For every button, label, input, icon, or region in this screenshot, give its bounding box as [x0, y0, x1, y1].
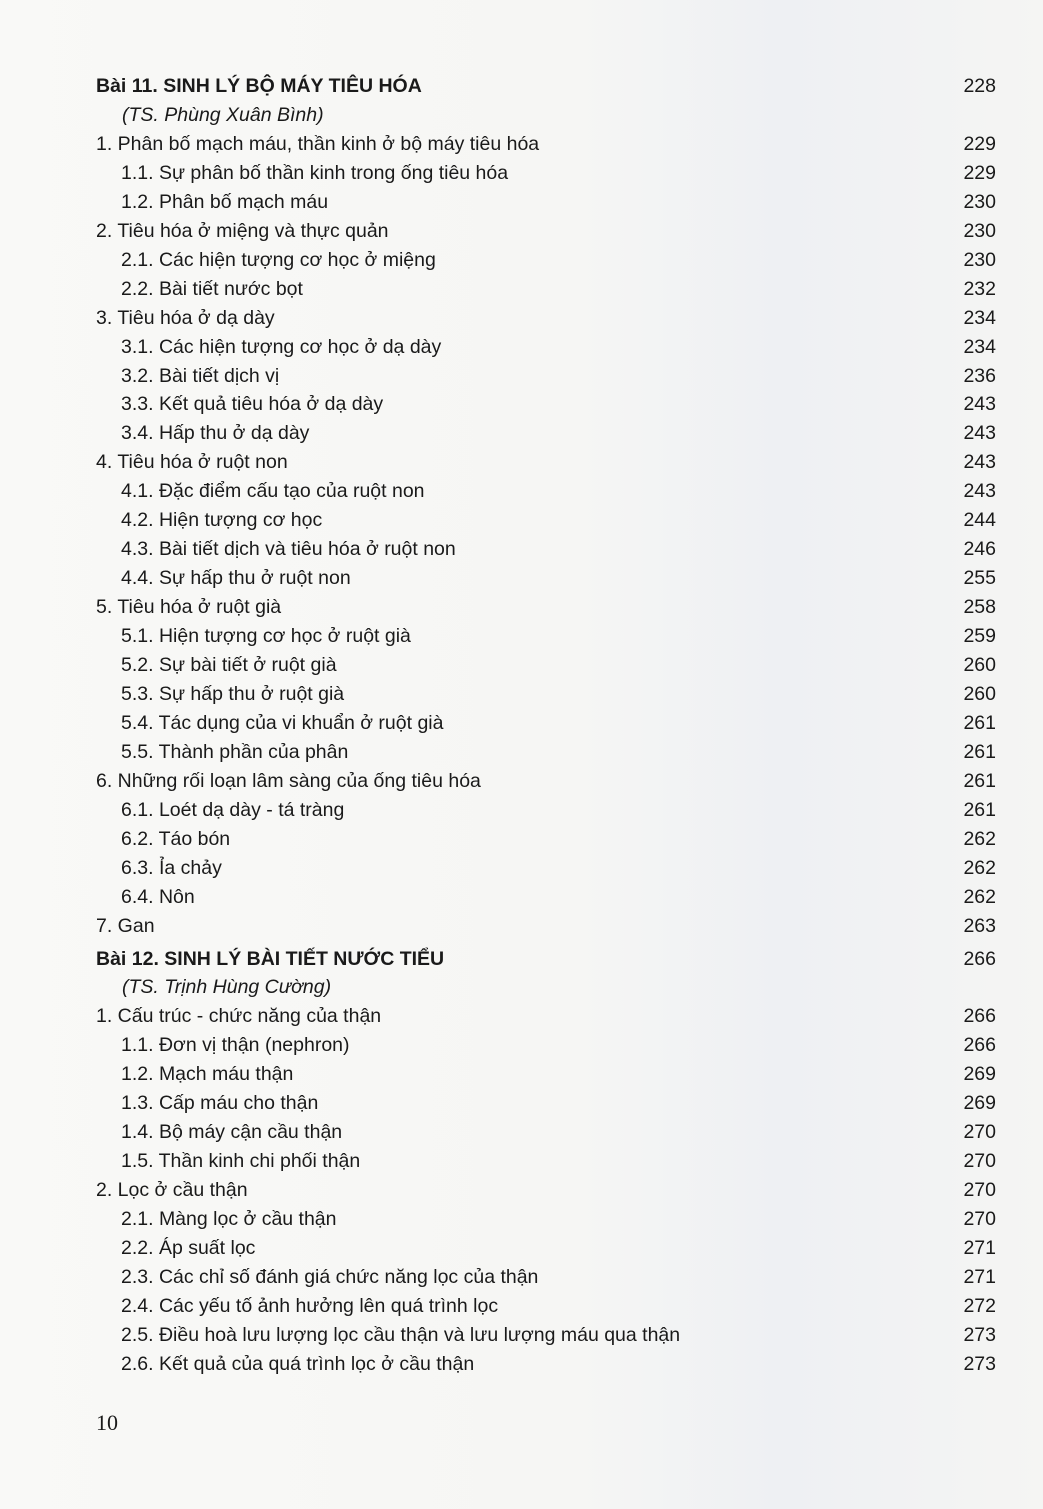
section-entry	[96, 217, 996, 246]
subsection-entry	[96, 1060, 996, 1089]
subsection-entry	[96, 246, 996, 275]
entry-title: 5.5. Thành phần của phân	[121, 740, 349, 763]
entry-page-number: 270	[963, 1121, 996, 1144]
entry-page-number: 259	[963, 625, 996, 647]
subsection-entry	[96, 1205, 996, 1234]
entry-page-number: 270	[963, 1150, 996, 1173]
entry-title: 3. Tiêu hóa ở dạ dày	[96, 306, 275, 329]
entry-title: (TS. Trịnh Hùng Cường)	[122, 976, 332, 999]
entry-page-number: 243	[963, 422, 996, 445]
entry-title: 5.3. Sự hấp thu ở ruột già	[121, 682, 345, 705]
entry-title: 3.1. Các hiện tượng cơ học ở dạ dày	[121, 335, 442, 358]
entry-title: 2.5. Điều hoà lưu lượng lọc cầu thận và lưu lượng máu qua thận	[121, 1323, 681, 1346]
entry-title: 2.2. Bài tiết nước bọt	[121, 277, 303, 300]
section-entry	[96, 304, 996, 333]
entry-page-number: 236	[963, 364, 996, 387]
subsection-entry	[96, 1031, 996, 1060]
entry-title: 2.1. Màng lọc ở cầu thận	[121, 1208, 337, 1230]
entry-page-number: 262	[963, 827, 996, 850]
entry-page-number: 269	[963, 1063, 996, 1086]
subsection-entry	[96, 854, 996, 883]
entry-page-number: 271	[963, 1266, 996, 1288]
entry-page-number: 270	[963, 1208, 996, 1230]
subsection-entry	[96, 680, 996, 709]
entry-title: 1.2. Mạch máu thận	[121, 1063, 294, 1086]
subsection-entry	[96, 188, 996, 217]
entry-page-number: 260	[963, 682, 996, 705]
entry-title: 1.3. Cấp máu cho thận	[121, 1092, 319, 1115]
subsection-entry	[96, 159, 996, 188]
entry-title: 4.1. Đặc điểm cấu tạo của ruột non	[121, 480, 425, 503]
entry-title: 2. Tiêu hóa ở miệng và thực quản	[96, 219, 389, 242]
subsection-entry	[96, 275, 996, 304]
entry-page-number: 261	[963, 740, 996, 763]
entry-title: 4.3. Bài tiết dịch và tiêu hóa ở ruột non	[121, 538, 456, 561]
subsection-entry	[96, 883, 996, 912]
entry-title: 3.4. Hấp thu ở dạ dày	[121, 422, 310, 445]
entry-title: 2.1. Các hiện tượng cơ học ở miệng	[121, 248, 436, 271]
subsection-entry	[96, 796, 996, 825]
subsection-entry	[96, 1350, 996, 1379]
entry-title: 2.6. Kết quả của quá trình lọc ở cầu thận	[121, 1352, 475, 1375]
entry-title: 6.4. Nôn	[121, 885, 195, 908]
entry-page-number: 269	[963, 1092, 996, 1115]
page-number: 10	[96, 1410, 118, 1435]
subsection-entry	[96, 362, 996, 391]
entry-page-number: 258	[963, 596, 996, 619]
section-entry	[96, 593, 996, 622]
subsection-entry	[96, 419, 996, 448]
entry-page-number: 255	[963, 567, 996, 590]
entry-title: 6. Những rối loạn lâm sàng của ống tiêu hóa	[96, 769, 481, 792]
entry-title: 1. Phân bố mạch máu, thần kinh ở bộ máy tiêu hóa	[96, 132, 540, 155]
entry-page-number: 243	[963, 451, 996, 474]
entry-page-number: 272	[963, 1294, 996, 1317]
subsection-entry	[96, 709, 996, 738]
entry-page-number: 261	[963, 769, 996, 792]
entry-title: 4.2. Hiện tượng cơ học	[121, 509, 323, 532]
entry-page-number: 270	[963, 1179, 996, 1202]
entry-page-number: 271	[963, 1237, 996, 1259]
entry-page-number: 228	[963, 75, 996, 97]
subsection-entry	[96, 1089, 996, 1118]
entry-page-number: 230	[963, 248, 996, 271]
entry-title: 3.3. Kết quả tiêu hóa ở dạ dày	[121, 393, 384, 416]
subsection-entry	[96, 564, 996, 593]
entry-title: 1.5. Thần kinh chi phối thận	[121, 1150, 361, 1173]
entry-page-number: 266	[963, 947, 996, 970]
chapter-author	[96, 973, 996, 1002]
subsection-entry	[96, 1292, 996, 1321]
entry-title: 5.4. Tác dụng của vi khuẩn ở ruột già	[121, 711, 444, 734]
entry-page-number: 230	[963, 190, 996, 213]
entry-title: 5.2. Sự bài tiết ở ruột già	[121, 654, 337, 676]
entry-title: 4.4. Sự hấp thu ở ruột non	[121, 567, 351, 590]
entry-title: 6.1. Loét dạ dày - tá tràng	[121, 798, 345, 821]
subsection-entry	[96, 1234, 996, 1263]
entry-title: 4. Tiêu hóa ở ruột non	[96, 451, 288, 474]
section-entry	[96, 130, 996, 159]
entry-title: 1.2. Phân bố mạch máu	[121, 190, 329, 213]
entry-page-number: 273	[963, 1323, 996, 1346]
subsection-entry	[96, 1147, 996, 1176]
subsection-entry	[96, 535, 996, 564]
subsection-entry	[96, 1321, 996, 1350]
entry-page-number: 229	[963, 161, 996, 184]
entry-page-number: 262	[963, 856, 996, 879]
entry-page-number: 243	[963, 393, 996, 416]
entry-title: 5.1. Hiện tượng cơ học ở ruột già	[121, 625, 411, 647]
entry-title: 2.4. Các yếu tố ảnh hưởng lên quá trình lọc	[121, 1294, 499, 1317]
entry-page-number: 229	[963, 132, 996, 155]
entry-title: 1.4. Bộ máy cận cầu thận	[121, 1121, 343, 1144]
entry-title: 6.3. Ỉa chảy	[121, 856, 222, 879]
entry-title: Bài 12. SINH LÝ BÀI TIẾT NƯỚC TIỂU	[96, 947, 445, 970]
entry-page-number: 234	[963, 306, 996, 329]
entry-page-number: 262	[963, 885, 996, 908]
entry-page-number: 244	[963, 509, 996, 532]
entry-title: 6.2. Táo bón	[121, 827, 231, 850]
entry-title: 1. Cấu trúc - chức năng của thận	[96, 1005, 382, 1028]
section-entry	[96, 767, 996, 796]
entry-page-number: 266	[963, 1005, 996, 1028]
entry-page-number: 260	[963, 654, 996, 676]
section-entry	[96, 448, 996, 477]
entry-title: 7. Gan	[96, 914, 155, 937]
subsection-entry	[96, 506, 996, 535]
entry-page-number: 232	[963, 277, 996, 300]
subsection-entry	[96, 1118, 996, 1147]
subsection-entry	[96, 477, 996, 506]
section-entry	[96, 1002, 996, 1031]
entry-page-number: 263	[963, 914, 996, 937]
subsection-entry	[96, 1263, 996, 1292]
chapter-heading	[96, 72, 996, 101]
subsection-entry	[96, 333, 996, 362]
entry-page-number: 261	[963, 711, 996, 734]
entry-page-number: 246	[963, 538, 996, 561]
entry-title: 2. Lọc ở cầu thận	[96, 1179, 248, 1202]
subsection-entry	[96, 825, 996, 854]
entry-page-number: 243	[963, 480, 996, 503]
subsection-entry	[96, 390, 996, 419]
chapter-author	[96, 101, 996, 130]
chapter-heading	[96, 945, 996, 974]
subsection-entry	[96, 622, 996, 651]
entry-title: (TS. Phùng Xuân Bình)	[122, 104, 324, 126]
entry-page-number: 261	[963, 798, 996, 821]
entry-title: 5. Tiêu hóa ở ruột già	[96, 596, 282, 619]
entry-page-number: 234	[963, 335, 996, 358]
entry-title: 2.3. Các chỉ số đánh giá chức năng lọc của thận	[121, 1266, 539, 1288]
subsection-entry	[96, 651, 996, 680]
entry-page-number: 273	[963, 1352, 996, 1375]
subsection-entry	[96, 738, 996, 767]
entry-page-number: 266	[963, 1034, 996, 1057]
section-entry	[96, 1176, 996, 1205]
entry-title: 2.2. Áp suất lọc	[121, 1237, 256, 1259]
entry-title: 1.1. Sự phân bố thần kinh trong ống tiêu hóa	[121, 161, 509, 184]
entry-title: 3.2. Bài tiết dịch vị	[121, 364, 280, 387]
entry-title: 1.1. Đơn vị thận (nephron)	[121, 1034, 350, 1057]
section-entry	[96, 912, 996, 941]
entry-page-number: 230	[963, 219, 996, 242]
entry-title: Bài 11. SINH LÝ BỘ MÁY TIÊU HÓA	[96, 75, 422, 97]
